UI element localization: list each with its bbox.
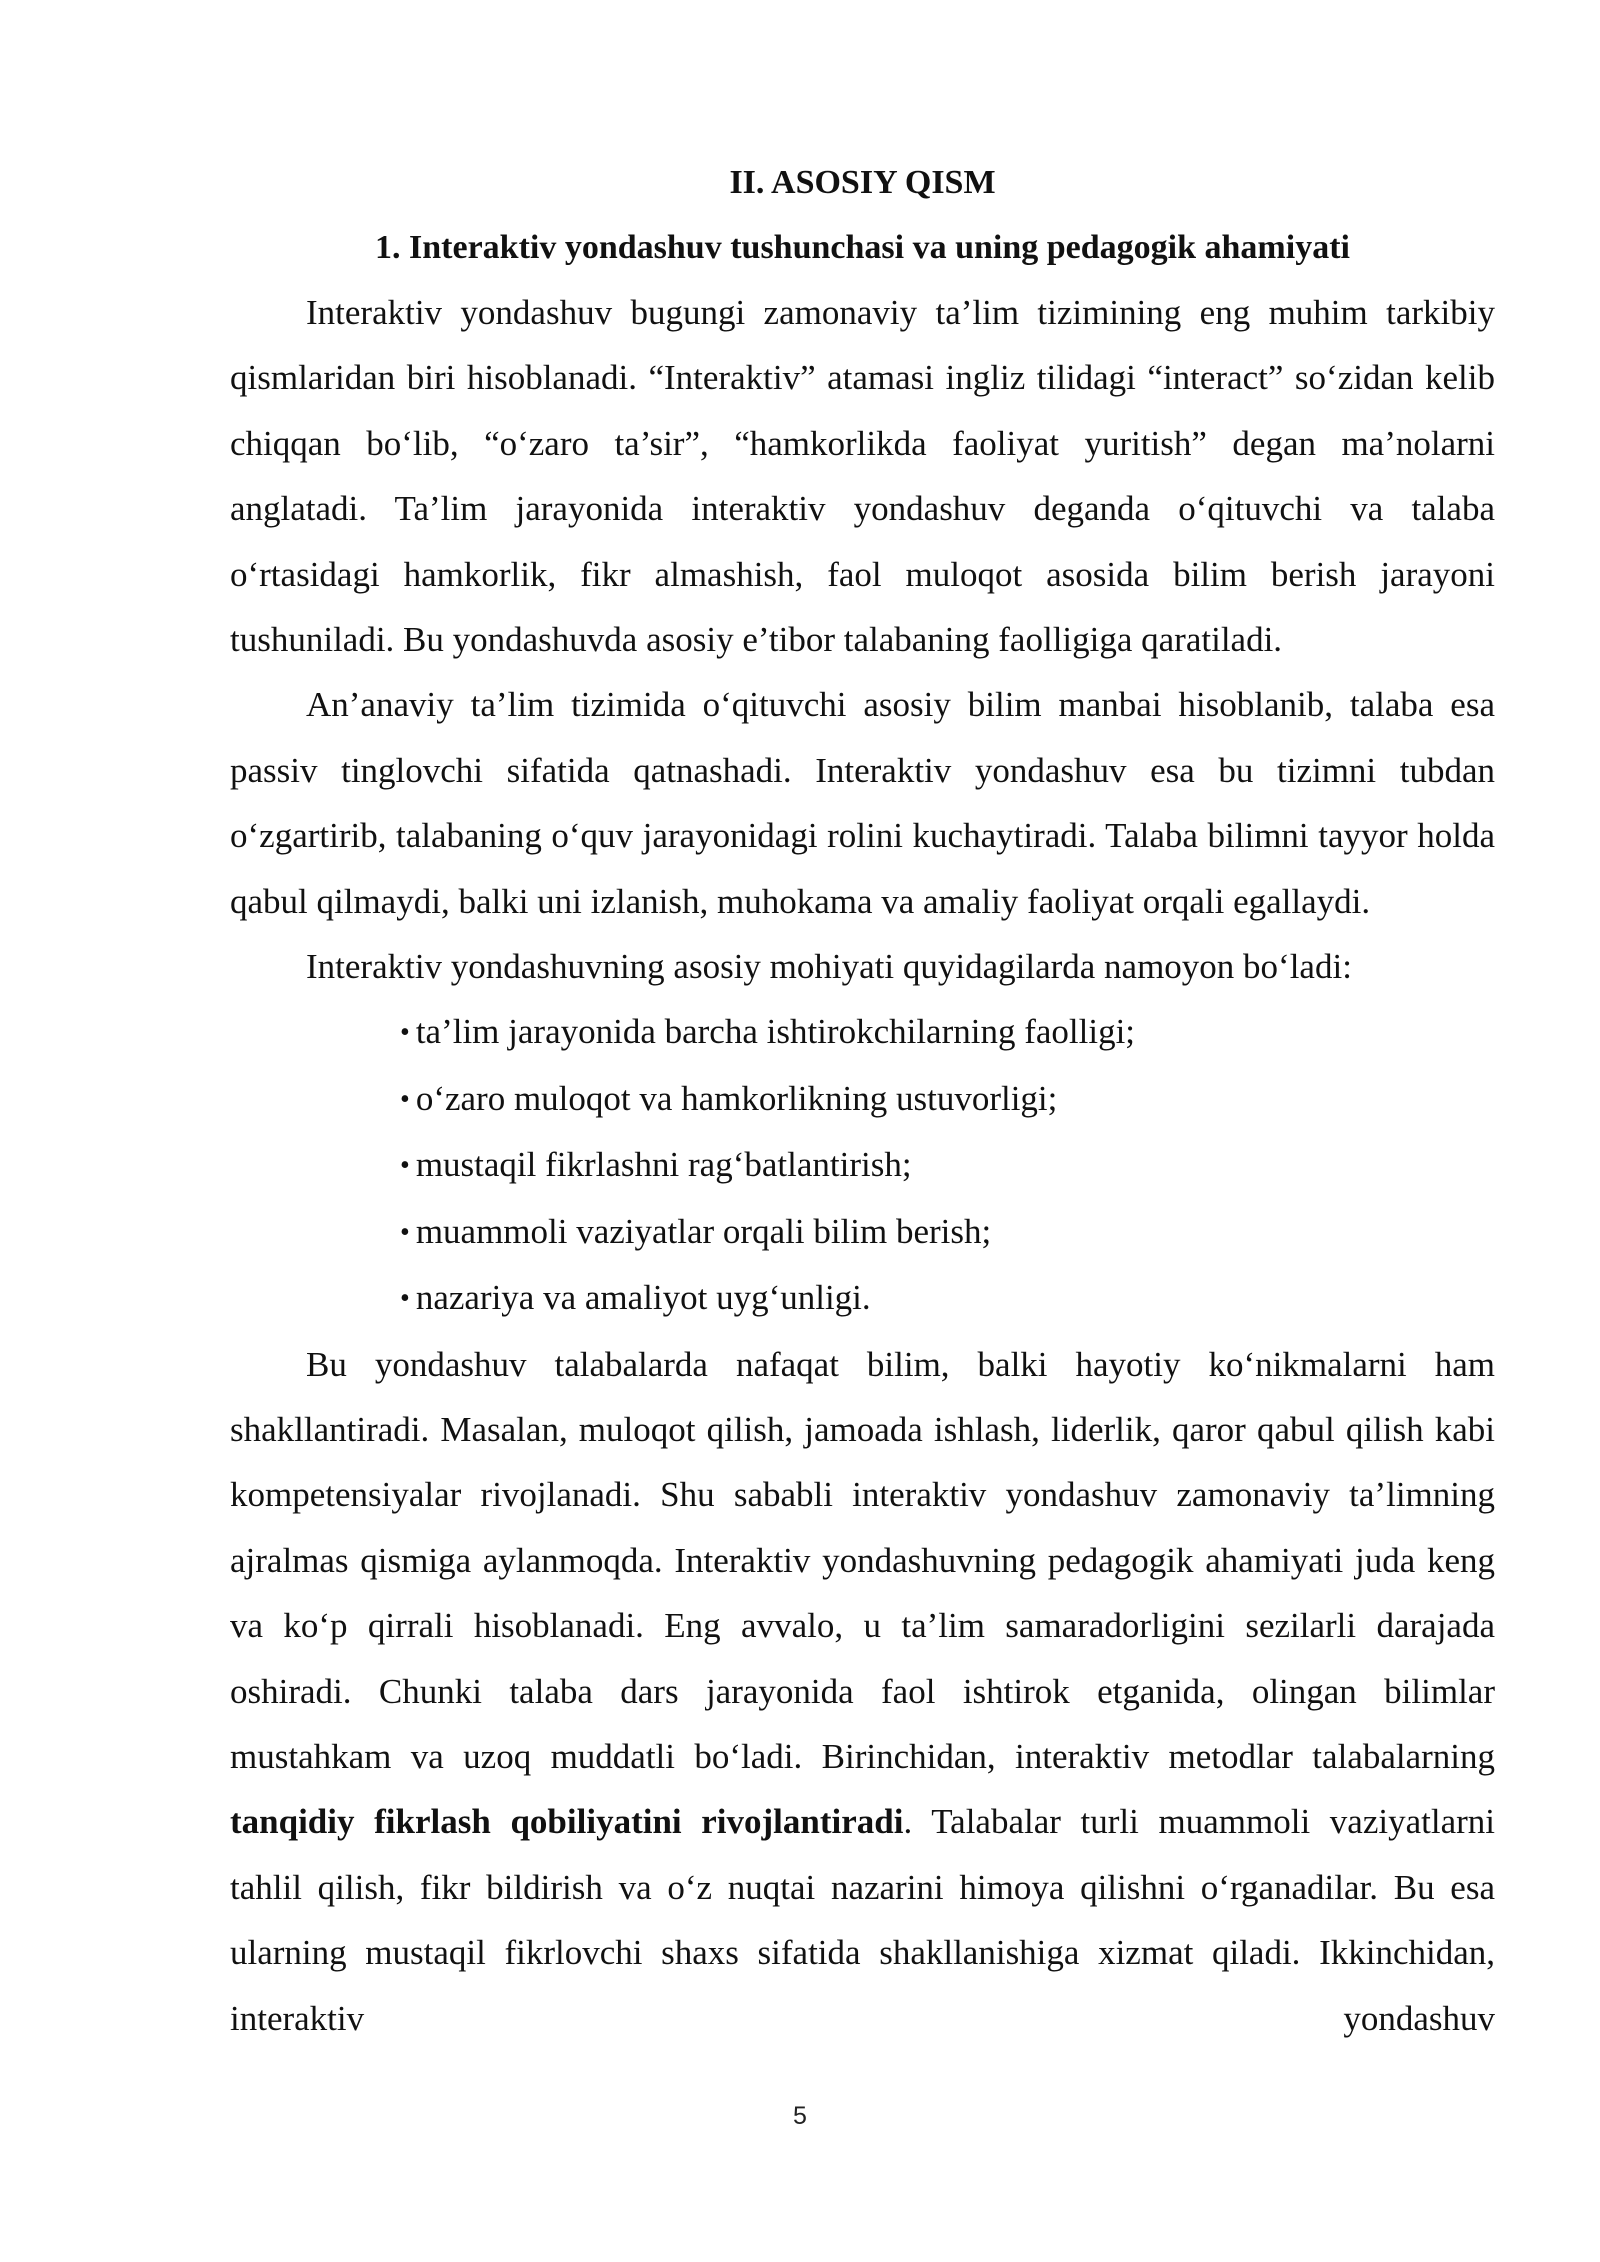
subsection-title: 1. Interaktiv yondashuv tushunchasi va uning pedagogik ahamiyati: [375, 229, 1350, 266]
list-item: [400, 1265, 1495, 1331]
paragraph-4-text-end: . Talabalar turli muammoli vaziyatlarni tahlil qilish, fikr bildirish va o‘z nuqtai nazarini himoya qilishni o‘rganadilar. Bu esa ularning mustaqil fikrlovchi shaxs sifatida shakllanishiga xizmat qiladi. Ikkinchidan, interaktiv yondashuv: [230, 1802, 1495, 2038]
bullet-icon: •: [400, 1017, 410, 1049]
list-item: [400, 1199, 1495, 1265]
bullet-list: [230, 999, 1495, 1331]
paragraph-3: Interaktiv yondashuvning asosiy mohiyati quyidagilarda namoyon bo‘ladi:: [306, 947, 1352, 987]
document-page: [230, 150, 1495, 2051]
list-item-text: ta’lim jarayonida barcha ishtirokchilarning faolligi;: [415, 1012, 1136, 1052]
paragraph-4-text-start: Bu yondashuv talabalarda nafaqat bilim, balki hayotiy ko‘nikmalarni ham shakllantiradi. Masalan, muloqot qilish, jamoada ishlash, liderlik, qaror qabul qilish kabi kompetensiyalar rivojlanadi. Shu sababli interaktiv yondashuv zamonaviy ta’limning ajralmas qismiga aylanmoqda. Interaktiv yondashuvning pedagogik ahamiyati juda keng va ko‘p qirrali hisoblanadi. Eng avvalo, u ta’lim samaradorligini sezilarli darajada oshiradi. Chunki talaba dars jarayonida faol ishtirok etganida, olingan bilimlar mustahkam va uzoq muddatli bo‘ladi. Birinchidan, interaktiv metodlar talabalarning: [230, 1344, 1495, 1776]
list-item-text: mustaqil fikrlashni rag‘batlantirish;: [415, 1145, 912, 1185]
paragraph-2: An’anaviy ta’lim tizimida o‘qituvchi asosiy bilim manbai hisoblanib, talaba esa passiv tinglovchi sifatida qatnashadi. Interaktiv yondashuv esa bu tizimni tubdan o‘zgartirib, talabaning o‘quv jarayonidagi rolini kuchaytiradi. Talaba bilimni tayyor holda qabul qilmaydi, balki uni izlanish, muhokama va amaliy faoliyat orqali egallaydi.: [230, 685, 1495, 921]
list-item-text: nazariya va amaliyot uyg‘unligi.: [415, 1278, 871, 1318]
section-title: II. ASOSIY QISM: [729, 164, 996, 201]
list-item: [400, 999, 1495, 1065]
bullet-icon: •: [400, 1216, 410, 1248]
page-number: 5: [793, 2102, 807, 2130]
paragraph-4: [230, 1332, 1495, 2051]
list-item-text: muammoli vaziyatlar orqali bilim berish;: [415, 1211, 992, 1251]
bold-phrase: tanqidiy fikrlash qobiliyatini rivojlantiradi: [230, 1802, 904, 1842]
bullet-icon: •: [400, 1283, 410, 1315]
bullet-icon: •: [400, 1083, 410, 1115]
list-item: [400, 1066, 1495, 1132]
bullet-icon: •: [400, 1150, 410, 1182]
list-item-text: o‘zaro muloqot va hamkorlikning ustuvorligi;: [415, 1078, 1058, 1118]
paragraph-1: Interaktiv yondashuv bugungi zamonaviy ta’lim tizimining eng muhim tarkibiy qismlaridan biri hisoblanadi. “Interaktiv” atamasi ingliz tilidagi “interact” so‘zidan kelib chiqqan bo‘lib, “o‘zaro ta’sir”, “hamkorlikda faoliyat yuritish” degan ma’nolarni anglatadi. Ta’lim jarayonida interaktiv yondashuv deganda o‘qituvchi va talaba o‘rtasidagi hamkorlik, fikr almashish, faol muloqot asosida bilim berish jarayoni tushuniladi. Bu yondashuvda asosiy e’tibor talabaning faolligiga qaratiladi.: [230, 293, 1495, 660]
list-item: [400, 1132, 1495, 1198]
